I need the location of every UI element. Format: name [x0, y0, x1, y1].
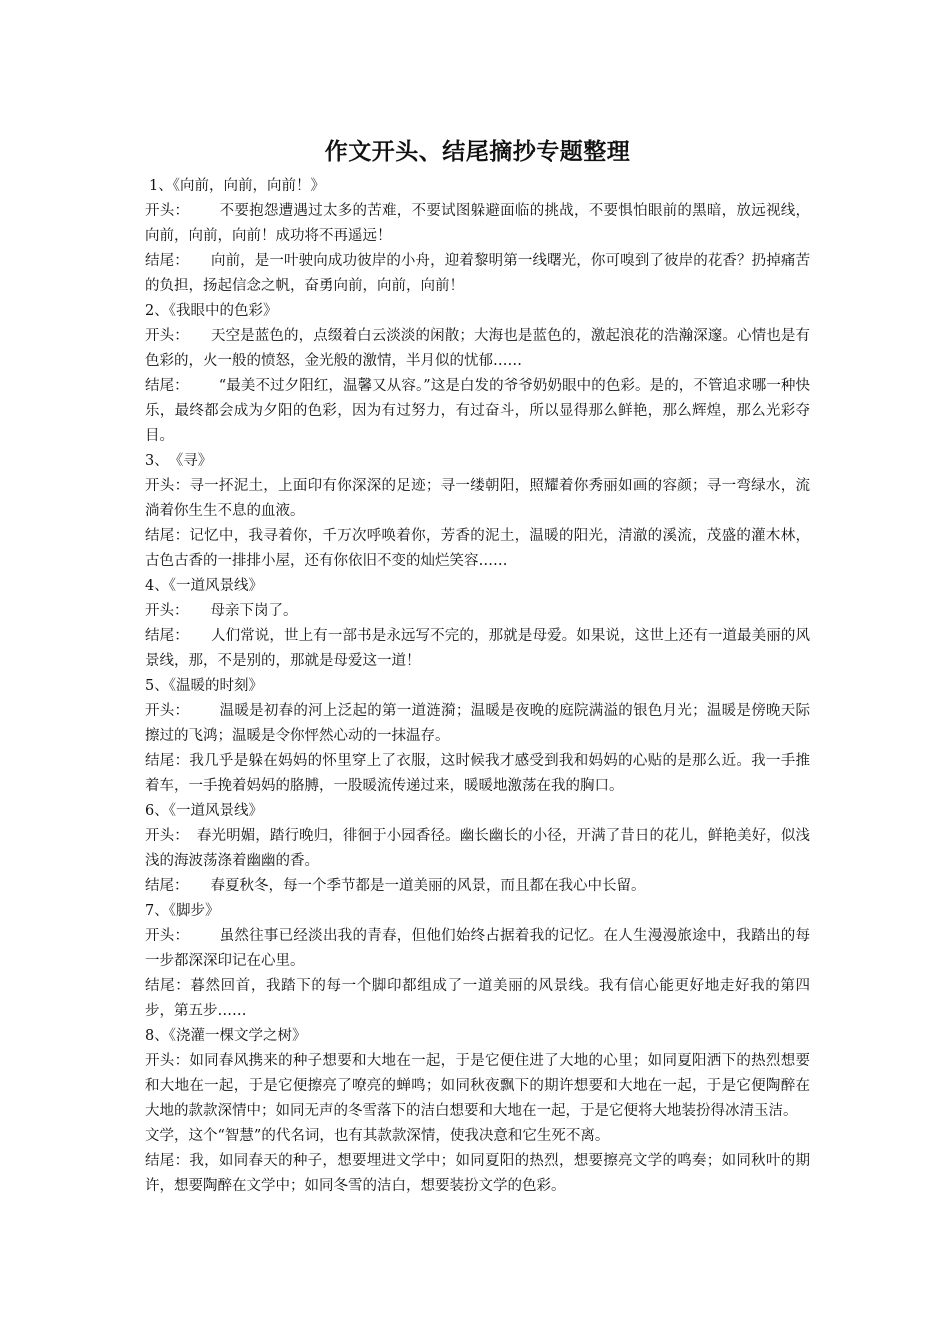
- ending-text: 人们常说，世上有一部书是永远写不完的，那就是母爱。如果说，这世上还有一道最美丽的风景线，那，不是别的，那就是母爱这一道！: [145, 628, 810, 669]
- opening-label: 开头：: [145, 203, 190, 219]
- ending-paragraph: [145, 874, 810, 899]
- ending-paragraph: [145, 1149, 810, 1199]
- ending-text: 向前，是一叶驶向成功彼岸的小舟，迎着黎明第一线曙光，你可嗅到了彼岸的花香？扔掉痛苦的负担，扬起信念之帆，奋勇向前，向前，向前！: [145, 253, 810, 294]
- opening-paragraph: [145, 699, 810, 749]
- ending-text: 我，如同春天的种子，想要埋进文学中；如同夏阳的热烈，想要擦亮文学的鸣奏；如同秋叶的期许，想要陶醉在文学中；如同冬雪的洁白，想要装扮文学的色彩。: [145, 1153, 811, 1194]
- ending-text: 暮然回首，我踏下的每一个脚印都组成了一道美丽的风景线。我有信心能更好地走好我的第四步，第五步……: [145, 978, 811, 1019]
- section-heading: 7、《脚步》: [145, 903, 220, 919]
- ending-paragraph: [145, 749, 810, 799]
- section-8: [145, 1024, 810, 1199]
- opening-paragraph: [145, 924, 810, 974]
- section-3: [145, 449, 810, 574]
- ending-text: 记忆中，我寻着你，千万次呼唤着你，芳香的泥土，温暖的阳光，清澈的溪流，茂盛的灌木林，古色古香的一排排小屋，还有你依旧不变的灿烂笑容……: [145, 528, 811, 569]
- document-title: 作文开头、结尾摘抄专题整理: [324, 138, 631, 165]
- document-page: [145, 130, 810, 1199]
- section-heading: 6、《一道风景线》: [145, 803, 263, 819]
- section-heading: 4、《一道风景线》: [145, 578, 263, 594]
- ending-label: 结尾：: [145, 528, 190, 544]
- opening-label: 开头：: [145, 703, 190, 719]
- section-1: [145, 174, 810, 299]
- section-heading: 2、《我眼中的色彩》: [145, 303, 278, 319]
- opening-paragraph: [145, 474, 810, 524]
- opening-label: 开头：: [145, 328, 189, 344]
- ending-text: “最美不过夕阳红，温馨又从容。”这是白发的爷爷奶奶眼中的色彩。是的，不管追求哪一种快乐，最终都会成为夕阳的色彩，因为有过努力，有过奋斗，所以显得那么鲜艳，那么辉煌，那么光彩夺目。: [145, 378, 811, 444]
- opening-label: 开头：: [145, 478, 190, 494]
- opening-text: 虽然往事已经淡出我的青春，但他们始终占据着我的记忆。在人生漫漫旅途中，我踏出的每一步都深深印记在心里。: [145, 928, 811, 969]
- ending-label: 结尾：: [145, 753, 190, 769]
- ending-paragraph: [145, 249, 810, 299]
- opening-label: 开头：: [145, 828, 189, 844]
- section-6: [145, 799, 810, 899]
- opening-text: 母亲下岗了。: [210, 603, 298, 619]
- ending-paragraph: [145, 524, 810, 574]
- ending-label: 结尾：: [145, 878, 189, 894]
- opening-label: 开头：: [145, 1053, 190, 1069]
- ending-label: 结尾：: [145, 628, 189, 644]
- ending-paragraph: [145, 374, 810, 449]
- section-heading: 5、《温暖的时刻》: [145, 678, 263, 694]
- opening-label: 开头：: [145, 928, 190, 944]
- section-5: [145, 674, 810, 799]
- opening-text: 不要抱怨遭遇过太多的苦难，不要试图躲避面临的挑战，不要惧怕眼前的黑暗，放远视线，向前，向前，向前！成功将不再遥远！: [145, 203, 811, 244]
- opening-text: 寻一抔泥土，上面印有你深深的足迹；寻一缕朝阳，照耀着你秀丽如画的容颜；寻一弯绿水，流淌着你生生不息的血液。: [145, 478, 811, 519]
- ending-text: 我几乎是躲在妈妈的怀里穿上了衣服，这时候我才感受到我和妈妈的心贴的是那么近。我一手推着车，一手挽着妈妈的胳膊，一股暖流传递过来，暖暖地激荡在我的胸口。: [145, 753, 811, 794]
- opening-text: 如同春风携来的种子想要和大地在一起，于是它便住进了大地的心里；如同夏阳洒下的热烈想要和大地在一起，于是它便擦亮了嘹亮的蝉鸣；如同秋夜飘下的期许想要和大地在一起，于是它便陶醉在大地的款款深情中；如同无声的冬雪落下的洁白想要和大地在一起，于是它便将大地装扮得冰清玉洁。: [145, 1053, 811, 1119]
- section-heading: 8、《浇灌一棵文学之树》: [145, 1028, 307, 1044]
- opening-text: 春光明媚，踏行晚归，徘徊于小园香径。幽长幽长的小径，开满了昔日的花儿，鲜艳美好，似浅浅的海波荡涤着幽幽的香。: [145, 828, 811, 869]
- ending-label: 结尾：: [145, 378, 189, 394]
- ending-label: 结尾：: [145, 978, 191, 994]
- ending-label: 结尾：: [145, 253, 189, 269]
- section-heading: 1、《向前，向前，向前！》: [149, 178, 325, 194]
- opening-paragraph: [145, 199, 810, 249]
- opening-paragraph: [145, 1049, 810, 1124]
- ending-paragraph: [145, 974, 810, 1024]
- ending-text: 春夏秋冬，每一个季节都是一道美丽的风景，而且都在我心中长留。: [210, 878, 646, 894]
- section-2: [145, 299, 810, 449]
- section-4: [145, 574, 810, 674]
- opening-paragraph: [145, 324, 810, 374]
- opening-text: 天空是蓝色的，点缀着白云淡淡的闲散；大海也是蓝色的，激起浪花的浩瀚深邃。心情也是有色彩的，火一般的愤怒，金光般的激情，半月似的忧郁……: [145, 328, 810, 369]
- section-7: [145, 899, 810, 1024]
- opening-paragraph: [145, 824, 810, 874]
- section-heading: 3、 《寻》: [145, 453, 213, 469]
- opening-text: 温暖是初春的河上泛起的第一道涟漪；温暖是夜晚的庭院满溢的银色月光；温暖是傍晚天际擦过的飞鸿；温暖是令你怦然心动的一抹温存。: [145, 703, 811, 744]
- opening-label: 开头：: [145, 603, 189, 619]
- middle-paragraph: 文学，这个“智慧”的代名词，也有其款款深情，使我决意和它生死不离。: [145, 1128, 610, 1144]
- ending-paragraph: [145, 624, 810, 674]
- opening-paragraph: [145, 599, 810, 624]
- ending-label: 结尾：: [145, 1153, 190, 1169]
